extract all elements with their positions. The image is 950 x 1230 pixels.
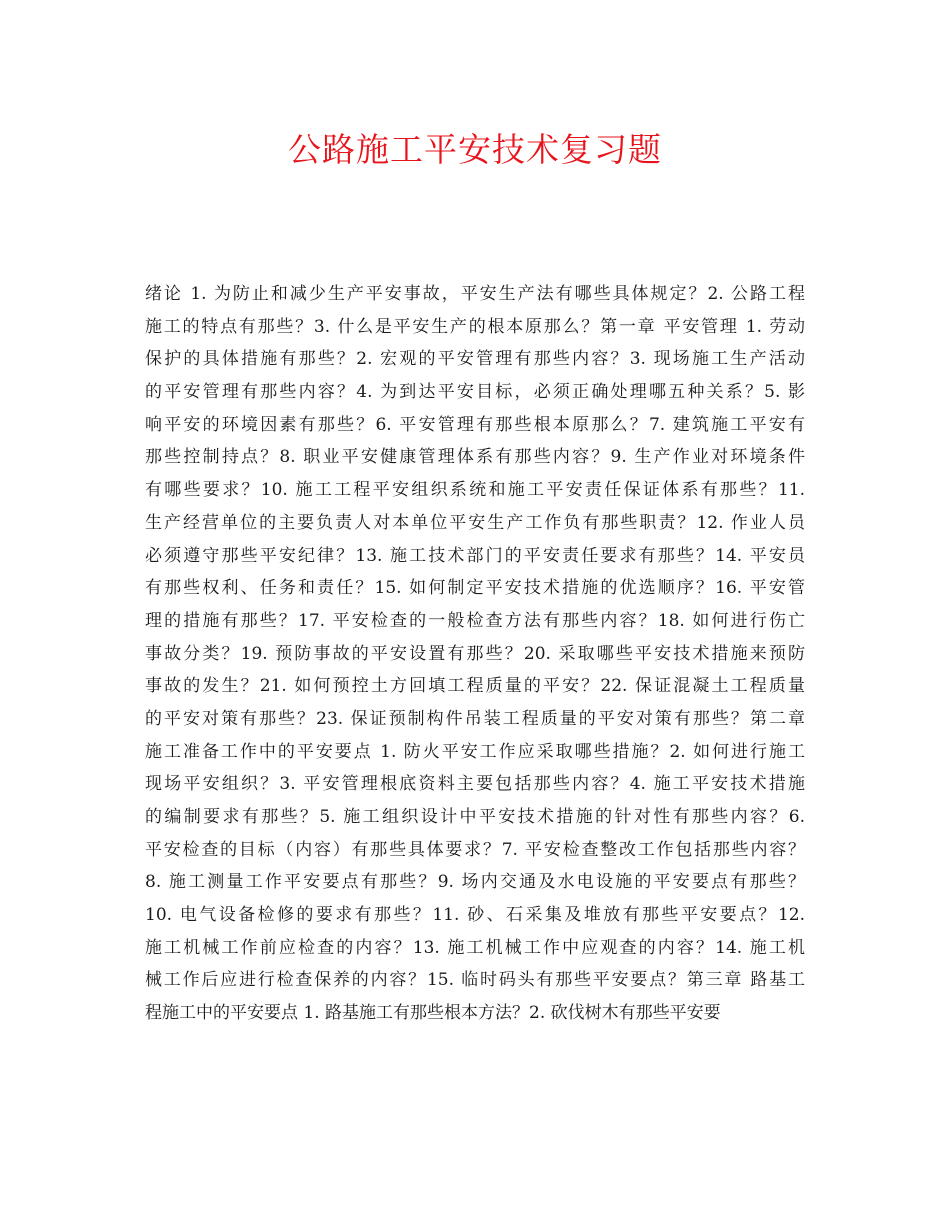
body-text-line: 的平安管理有那些内容？4. 为到达平安目标，必须正确处理哪五种关系？5. 影	[145, 382, 805, 403]
body-text-line: 生产经营单位的主要负责人对本单位平安生产工作负有那些职责？12. 作业人员	[145, 512, 805, 533]
body-text-line: 平安检查的目标（内容）有那些具体要求？7. 平安检查整改工作包括那些内容？	[145, 839, 805, 860]
body-text-line: 必须遵守那些平安纪律？13. 施工技术部门的平安责任要求有那些？14. 平安员	[145, 545, 805, 566]
document-title: 公路施工平安技术复习题	[288, 130, 662, 169]
body-text-line: 有那些权利、任务和责任？15. 如何制定平安技术措施的优选顺序？16. 平安管	[145, 578, 805, 599]
body-text-line: 保护的具体措施有那些？2. 宏观的平安管理有那些内容？3. 现场施工生产活动	[145, 349, 805, 370]
body-text-line: 施工机械工作前应检查的内容？13. 施工机械工作中应观查的内容？14. 施工机	[145, 937, 805, 958]
body-text-line: 的平安对策有那些？23. 保证预制构件吊装工程质量的平安对策有那些？第二章	[145, 708, 805, 729]
body-text-line: 现场平安组织？3. 平安管理根底资料主要包括那些内容？4. 施工平安技术措施	[145, 774, 805, 795]
body-text-line: 有哪些要求？10. 施工工程平安组织系统和施工平安责任保证体系有那些？11.	[145, 480, 805, 501]
body-text-line: 程施工中的平安要点 1. 路基施工有那些根本方法？2. 砍伐树木有那些平安要	[145, 1003, 721, 1024]
body-text-line: 的编制要求有那些？5. 施工组织设计中平安技术措施的针对性有那些内容？6.	[145, 807, 805, 827]
body-text-line: 那些控制持点？8. 职业平安健康管理体系有那些内容？9. 生产作业对环境条件	[145, 447, 805, 468]
body-text-line: 理的措施有那些？17. 平安检查的一般检查方法有那些内容？18. 如何进行伤亡	[145, 610, 805, 631]
body-text-line: 10. 电气设备检修的要求有那些？11. 砂、石采集及堆放有那些平安要点？12.	[145, 905, 805, 926]
body-text-line: 事故分类？19. 预防事故的平安设置有那些？20. 采取哪些平安技术措施来预防	[145, 643, 805, 664]
body-text-line: 响平安的环境因素有那些？6. 平安管理有那些根本原那么？7. 建筑施工平安有	[145, 414, 805, 435]
document-body	[145, 278, 805, 1030]
body-text-line: 绪论 1. 为防止和减少生产平安事故，平安生产法有哪些具体规定？2. 公路工程	[145, 284, 805, 304]
body-text-line: 施工准备工作中的平安要点 1. 防火平安工作应采取哪些措施？2. 如何进行施工	[145, 741, 805, 762]
body-text-line: 8. 施工测量工作平安要点有那些？9. 场内交通及水电设施的平安要点有那些？	[145, 872, 805, 893]
body-text-line: 事故的发生？21. 如何预控土方回填工程质量的平安？22. 保证混凝土工程质量	[145, 676, 805, 697]
body-text-line: 施工的特点有那些？3. 什么是平安生产的根本原那么？第一章 平安管理 1. 劳动	[145, 316, 805, 337]
body-text-line: 械工作后应进行检查保养的内容？15. 临时码头有那些平安要点？第三章 路基工	[145, 970, 805, 991]
